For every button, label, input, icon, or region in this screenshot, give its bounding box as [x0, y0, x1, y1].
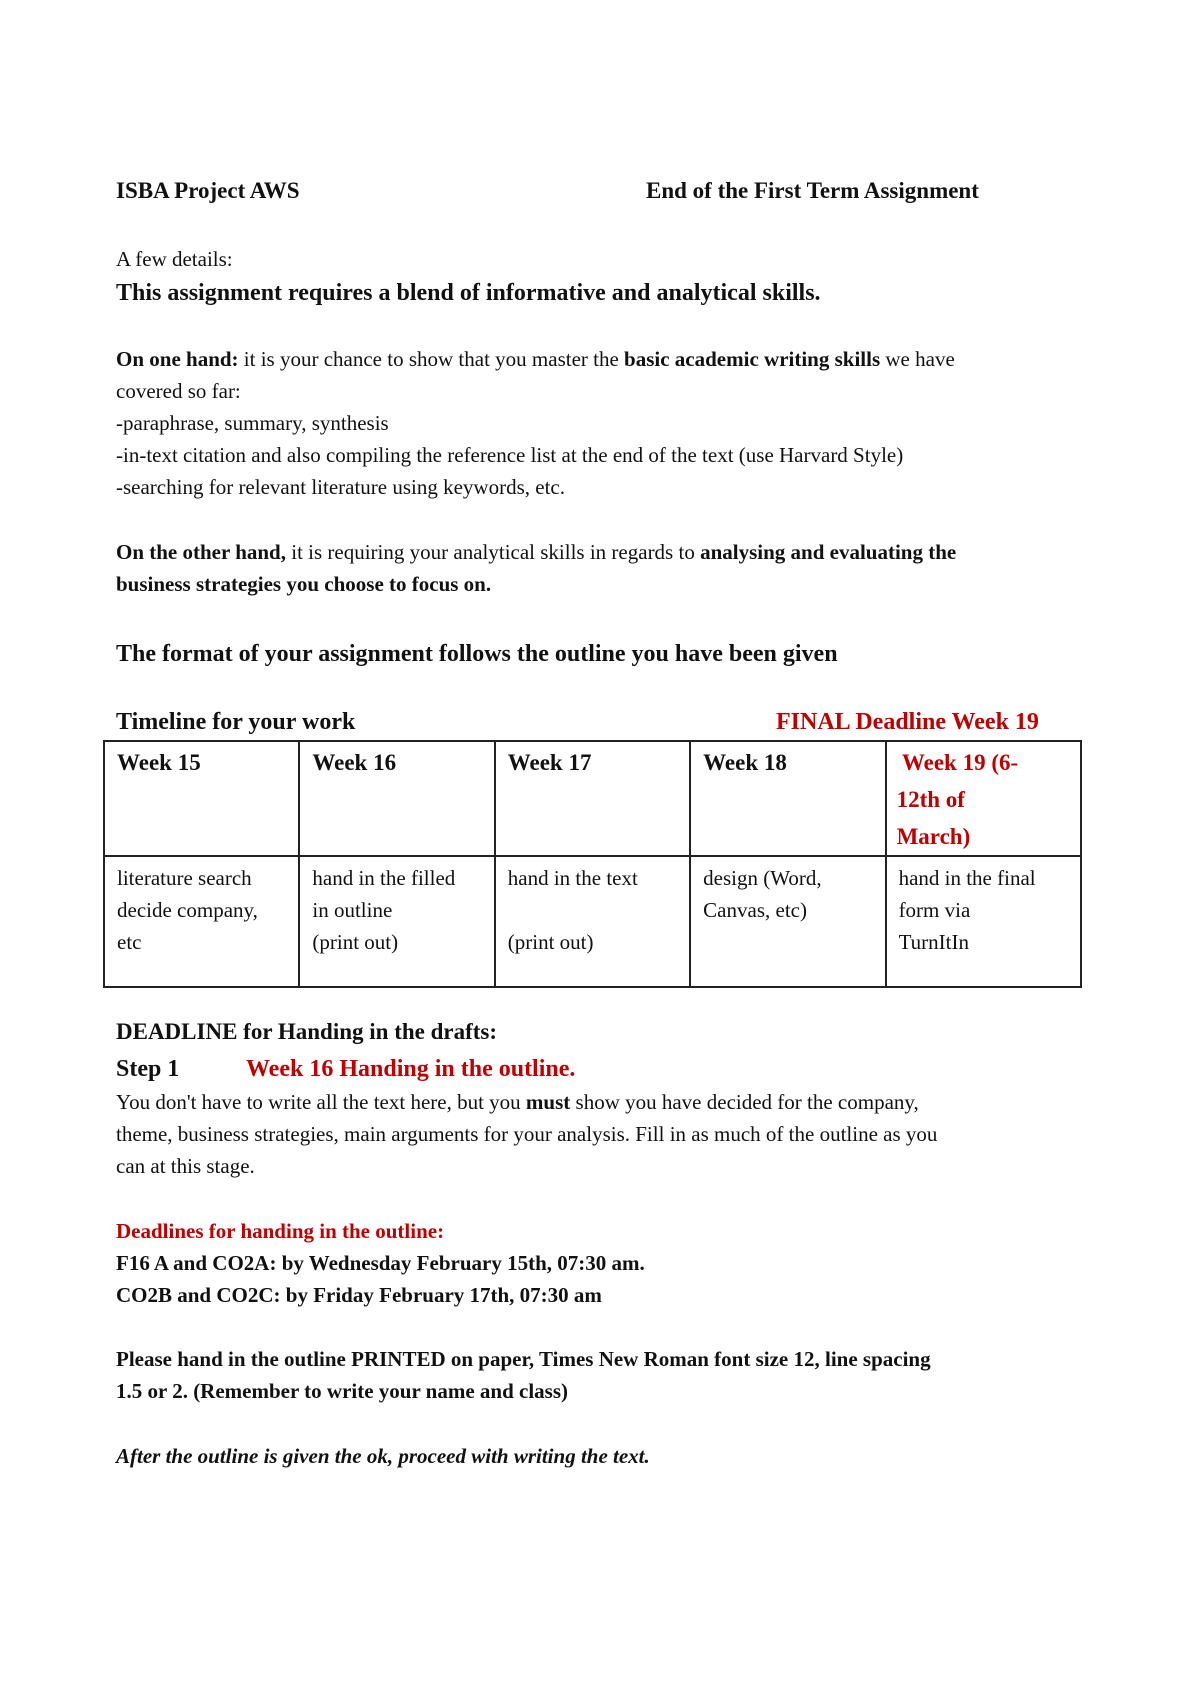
cell-text [508, 894, 689, 926]
timeline-header-cell [104, 741, 299, 856]
timeline-header-cell [690, 741, 885, 856]
one-hand-line-1 [116, 343, 1096, 375]
one-hand-paragraph [116, 343, 1096, 503]
cell-text: form via [898, 898, 971, 922]
outline-deadlines-title: Deadlines for handing in the outline: [116, 1219, 445, 1243]
bullet-item: -paraphrase, summary, synthesis [116, 411, 389, 435]
cell-text: (print out) [507, 930, 594, 954]
desc-text-b: show you have decided for the company, [570, 1090, 919, 1114]
project-title: ISBA Project AWS [116, 178, 300, 203]
timeline-body-cell [104, 856, 299, 987]
cell-text: Week 18 [703, 750, 787, 775]
other-hand-text-a: it is requiring your analytical skills in regards to [285, 540, 701, 564]
timeline-header-cell [299, 741, 494, 856]
details-label: A few details: [116, 247, 233, 271]
print-line-2: 1.5 or 2. (Remember to write your name and class) [116, 1379, 569, 1403]
timeline-body-cell [690, 856, 885, 987]
cell-text: etc [117, 930, 142, 954]
cell-text: hand in the filled [312, 866, 456, 890]
one-hand-text-b: we have [880, 347, 955, 371]
timeline-body-cell [886, 856, 1081, 987]
bullet-item: -in-text citation and also compiling the reference list at the end of the text (use Harvard Style) [116, 443, 904, 467]
assignment-headline: This assignment requires a blend of informative and analytical skills. [116, 280, 821, 306]
cell-text: Week 17 [507, 750, 592, 775]
drafts-desc-line-2: theme, business strategies, main arguments for your analysis. Fill in as much of the outline as you [116, 1122, 938, 1146]
cell-text: March) [896, 824, 971, 849]
timeline-body-cell [299, 856, 494, 987]
other-hand-paragraph [116, 536, 1096, 600]
cell-text: literature search [117, 866, 252, 890]
desc-bold: must [525, 1090, 571, 1114]
cell-text: Week 19 (6- [896, 750, 1019, 775]
closing-note: After the outline is given the ok, proceed with writing the text. [116, 1444, 650, 1468]
one-hand-line-2: covered so far: [116, 379, 241, 403]
cell-text: Week 15 [117, 750, 201, 775]
cell-text: hand in the final [898, 866, 1036, 890]
cell-text: in outline [312, 898, 393, 922]
format-heading: The format of your assignment follows the outline you have been given [116, 641, 838, 667]
other-hand-bold: analysing and evaluating the [700, 540, 957, 564]
timeline-table [103, 740, 1082, 988]
step-label: Step 1 [116, 1056, 180, 1082]
one-hand-text-a: it is your chance to show that you master the [238, 347, 625, 371]
timeline-header-row [104, 741, 1081, 856]
outline-deadline-line: F16 A and CO2A: by Wednesday February 15th, 07:30 am. [116, 1251, 645, 1275]
cell-text: hand in the text [507, 866, 638, 890]
timeline-body-cell [495, 856, 690, 987]
timeline-header-cell-final [886, 741, 1081, 856]
cell-text: decide company, [117, 898, 258, 922]
bullet-item: -searching for relevant literature using keywords, etc. [116, 475, 565, 499]
assignment-title: End of the First Term Assignment [646, 178, 979, 203]
cell-text: Week 16 [312, 750, 397, 775]
drafts-description [116, 1086, 1096, 1182]
cell-text: TurnItIn [898, 930, 969, 954]
cell-text: (print out) [312, 930, 399, 954]
other-hand-lead: On the other hand, [116, 540, 286, 564]
timeline-body-row [104, 856, 1081, 987]
outline-deadline-line: CO2B and CO2C: by Friday February 17th, 07:30 am [116, 1283, 602, 1307]
other-hand-line-1 [116, 536, 1096, 568]
step-text: Week 16 Handing in the outline. [246, 1056, 576, 1082]
cell-text: 12th of [896, 787, 965, 812]
drafts-heading: DEADLINE for Handing in the drafts: [116, 1019, 498, 1044]
timeline-header-cell [495, 741, 690, 856]
final-deadline: FINAL Deadline Week 19 [776, 709, 1039, 735]
timeline-title: Timeline for your work [116, 709, 356, 735]
drafts-desc-line-3: can at this stage. [116, 1154, 255, 1178]
cell-text: design (Word, [703, 866, 822, 890]
desc-text-a: You don't have to write all the text here, but you [116, 1090, 526, 1114]
print-instructions [116, 1343, 1096, 1407]
one-hand-lead: On one hand: [116, 347, 239, 371]
one-hand-bold: basic academic writing skills [624, 347, 881, 371]
cell-text: Canvas, etc) [703, 898, 807, 922]
outline-deadlines [116, 1215, 1096, 1311]
print-line-1: Please hand in the outline PRINTED on paper, Times New Roman font size 12, line spacing [116, 1347, 931, 1371]
drafts-desc-line-1 [116, 1086, 1096, 1118]
other-hand-line-2: business strategies you choose to focus on. [116, 572, 492, 596]
